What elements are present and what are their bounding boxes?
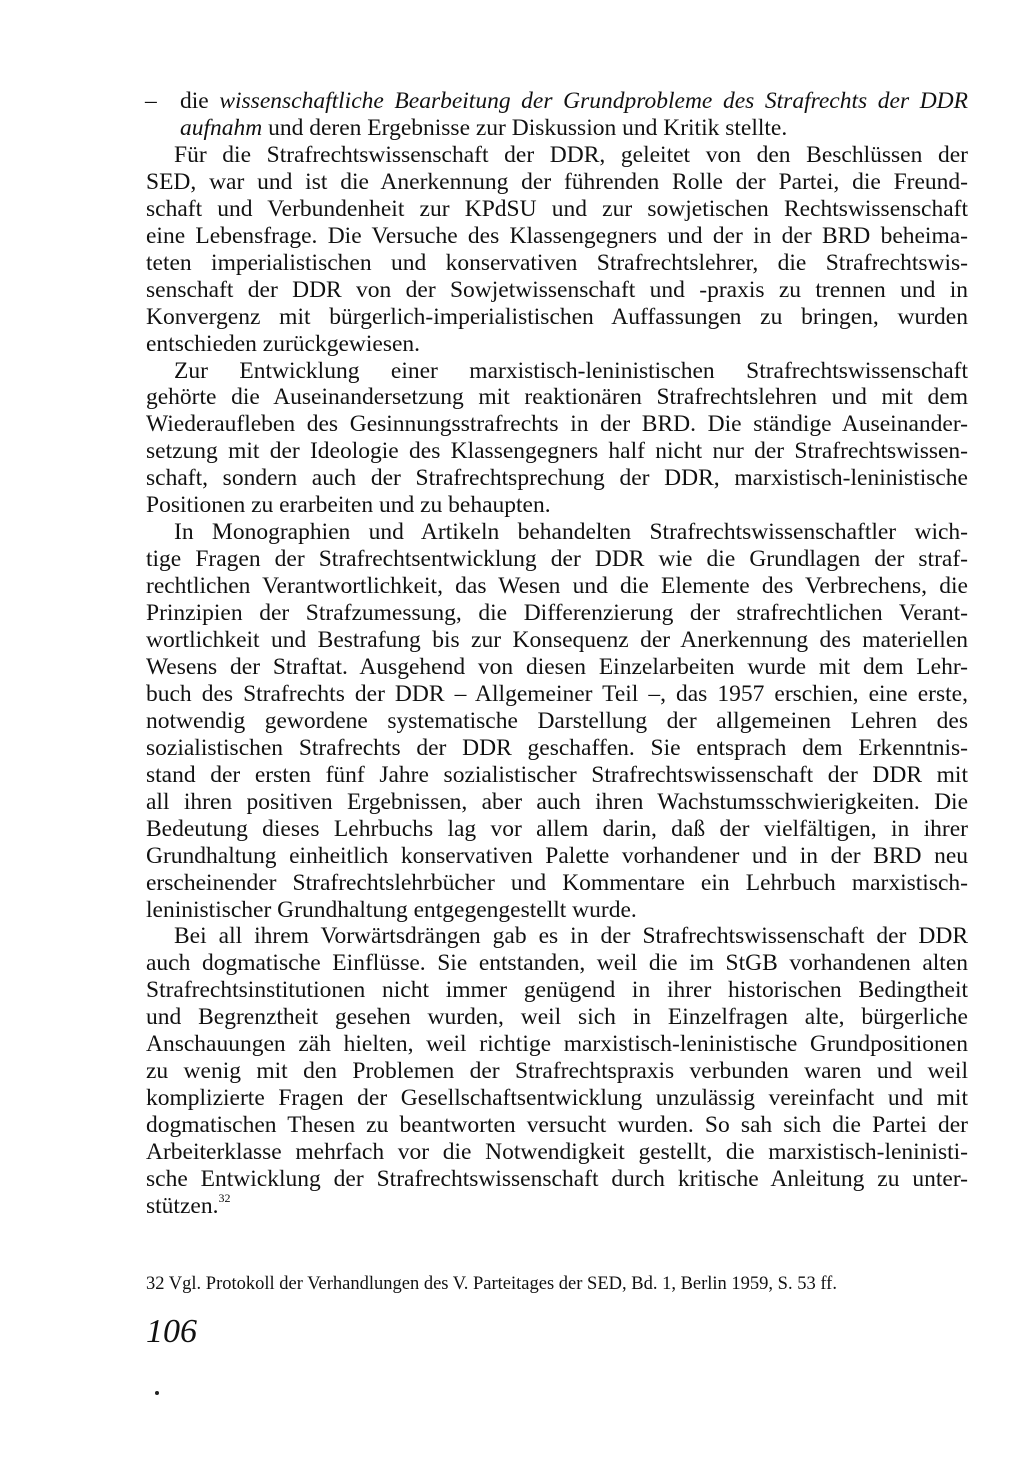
text-line — [174, 922, 968, 951]
text-line-content: Konvergenz mit bürgerlich-imperialistischen Auffassungen zu bringen, wurden — [146, 303, 968, 330]
text-line-content: Für die Strafrechtswissenschaft der DDR, geleitet von den Beschlüssen der — [174, 141, 968, 168]
footnote-reference: 32 — [218, 1191, 231, 1206]
text-line — [174, 141, 968, 170]
text-line — [146, 1003, 968, 1032]
text-line — [146, 437, 968, 466]
text-line — [146, 949, 968, 978]
text-line-content: eine Lebensfrage. Die Versuche des Klassengegners und der in der BRD beheima- — [146, 222, 968, 249]
bullet-dash: – — [145, 88, 157, 114]
text-line — [174, 518, 968, 547]
text-line-content: Wesens der Straftat. Ausgehend von diesen Einzelarbeiten wurde mit dem Lehr- — [146, 653, 968, 680]
text-line — [146, 1057, 968, 1086]
text-line — [146, 761, 968, 790]
text-line — [146, 680, 968, 709]
text-line — [146, 734, 968, 763]
text-line-content: teten imperialistischen und konservativen Strafrechtslehrer, die Strafrechtswis- — [146, 249, 968, 276]
text-line-content: erscheinender Strafrechtslehrbücher und Kommentare ein Lehrbuch marxistisch- — [146, 869, 968, 896]
text-line — [146, 815, 968, 844]
text-line-content: tige Fragen der Strafrechtsentwicklung der DDR wie die Grundlagen der straf- — [146, 546, 968, 573]
text-line — [146, 303, 968, 332]
text-line — [146, 599, 968, 628]
text-line-content: leninistischer Grundhaltung entgegengestellt wurde. — [146, 896, 637, 923]
text-line-content: Arbeiterklasse mehrfach vor die Notwendigkeit gestellt, die marxistisch-leninisti- — [146, 1139, 968, 1166]
text-line — [146, 1138, 968, 1167]
text-line-content: und Begrenztheit gesehen wurden, weil sich in Einzelfragen alte, bürgerliche — [146, 1004, 968, 1031]
text-line — [146, 1192, 968, 1221]
text-line — [146, 1084, 968, 1113]
text-line — [146, 1165, 968, 1194]
text-line — [146, 707, 968, 736]
text-line-content: schaft und Verbundenheit zur KPdSU und zur sowjetischen Rechtswissenschaft — [146, 195, 968, 222]
text-line-content: rechtlichen Verantwortlichkeit, das Wesen und die Elemente des Verbrechens, die — [146, 573, 968, 600]
text-line — [146, 222, 968, 251]
text-line — [146, 383, 968, 412]
text-line-content: Anschauungen zäh hielten, weil richtige marxistisch-leninistische Grundpositionen — [146, 1031, 968, 1058]
text-line-content: entschieden zurückgewiesen. — [146, 330, 421, 357]
bullet-italic-text: wissenschaftliche Bearbeitung der Grundprobleme des Strafrechts der DDR — [219, 88, 968, 114]
text-line — [146, 1030, 968, 1059]
text-line — [174, 357, 968, 386]
bullet-text: die — [180, 88, 220, 114]
text-line — [146, 1111, 968, 1140]
text-line — [146, 545, 968, 574]
text-line-content: notwendig gewordene systematische Darstellung der allgemeinen Lehren des — [146, 707, 968, 734]
text-line-content: Bei all ihrem Vorwärtsdrängen gab es in der Strafrechtswissenschaft der DDR — [174, 923, 968, 950]
text-line — [146, 896, 968, 925]
text-line-content: Wiederaufleben des Gesinnungsstrafrechts in der BRD. Die ständige Auseinander- — [146, 411, 968, 438]
text-line-content: auch dogmatische Einflüsse. Sie entstanden, weil die im StGB vorhandenen alten — [146, 950, 968, 977]
bullet-italic-text: aufnahm — [180, 114, 263, 141]
text-line — [146, 249, 968, 278]
text-line-content: Strafrechtsinstitutionen nicht immer genügend in ihrer historischen Bedingtheit — [146, 977, 968, 1004]
text-line-content: wortlichkeit und Bestrafung bis zur Konsequenz der Anerkennung des materiellen — [146, 627, 968, 653]
bullet-line — [180, 87, 968, 116]
bullet-line — [180, 114, 968, 143]
text-line — [146, 276, 968, 305]
text-line-content: Positionen zu erarbeiten und zu behaupten. — [146, 492, 551, 519]
text-line-content: Bedeutung dieses Lehrbuchs lag vor allem darin, daß der vielfältigen, in ihrer — [146, 815, 968, 842]
text-line-content: stützen. — [146, 1192, 219, 1219]
text-line-content: dogmatischen Thesen zu beantworten versucht wurden. So sah sich die Partei der — [146, 1112, 968, 1139]
text-line — [146, 168, 968, 197]
text-line — [146, 330, 968, 359]
text-line-content: schaft, sondern auch der Strafrechtsprechung der DDR, marxistisch-leninistische — [146, 465, 968, 492]
text-line-content: sche Entwicklung der Strafrechtswissenschaft durch kritische Anleitung zu unter- — [146, 1166, 968, 1192]
text-line-content: setzung mit der Ideologie des Klassengegners half nicht nur der Strafrechtswissen- — [146, 438, 968, 465]
text-line-content: zu wenig mit den Problemen der Strafrechtspraxis verbunden waren und weil — [146, 1058, 968, 1085]
text-line — [146, 491, 968, 520]
text-line-content: Zur Entwicklung einer marxistisch-leninistischen Strafrechtswissenschaft — [174, 357, 968, 384]
text-line — [146, 653, 968, 682]
text-line-content: sozialistischen Strafrechts der DDR geschaffen. Sie entsprach dem Erkenntnis- — [146, 734, 968, 761]
bullet-text: und deren Ergebnisse zur Diskussion und Kritik stellte. — [262, 114, 788, 141]
page-number: 106 — [146, 1313, 197, 1350]
text-line-content: buch des Strafrechts der DDR – Allgemeiner Teil –, das 1957 erschien, eine erste, — [146, 680, 968, 707]
text-line-content: Grundhaltung einheitlich konservativen Palette vorhandener und in der BRD neu — [146, 842, 968, 869]
text-line — [146, 410, 968, 439]
text-line — [146, 842, 968, 871]
text-line — [146, 572, 968, 601]
text-line — [146, 869, 968, 898]
text-line — [146, 976, 968, 1005]
text-line-content: SED, war und ist die Anerkennung der führenden Rolle der Partei, die Freund- — [146, 168, 968, 195]
text-line — [146, 626, 968, 655]
text-line-content: stand der ersten fünf Jahre sozialistischer Strafrechtswissenschaft der DDR mit — [146, 761, 968, 788]
scan-speck — [155, 1391, 159, 1395]
text-line-content: senschaft der DDR von der Sowjetwissenschaft und -praxis zu trennen und in — [146, 276, 968, 303]
text-line-content: komplizierte Fragen der Gesellschaftsentwicklung unzulässig vereinfacht und mit — [146, 1085, 968, 1112]
text-line-content: Prinzipien der Strafzumessung, die Differenzierung der strafrechtlichen Verant- — [146, 600, 968, 627]
footnote: 32 Vgl. Protokoll der Verhandlungen des V. Parteitages der SED, Bd. 1, Berlin 1959, S. 53 ff. — [146, 1274, 837, 1294]
text-line — [146, 788, 968, 817]
text-line-content: In Monographien und Artikeln behandelten Strafrechtswissenschaftler wich- — [174, 519, 968, 546]
text-line — [146, 195, 968, 224]
text-line-content: gehörte die Auseinandersetzung mit reaktionären Strafrechtslehren und mit dem — [146, 384, 968, 411]
text-line-content: all ihren positiven Ergebnissen, aber auch ihren Wachstumsschwierigkeiten. Die — [146, 788, 968, 815]
text-line — [146, 464, 968, 493]
